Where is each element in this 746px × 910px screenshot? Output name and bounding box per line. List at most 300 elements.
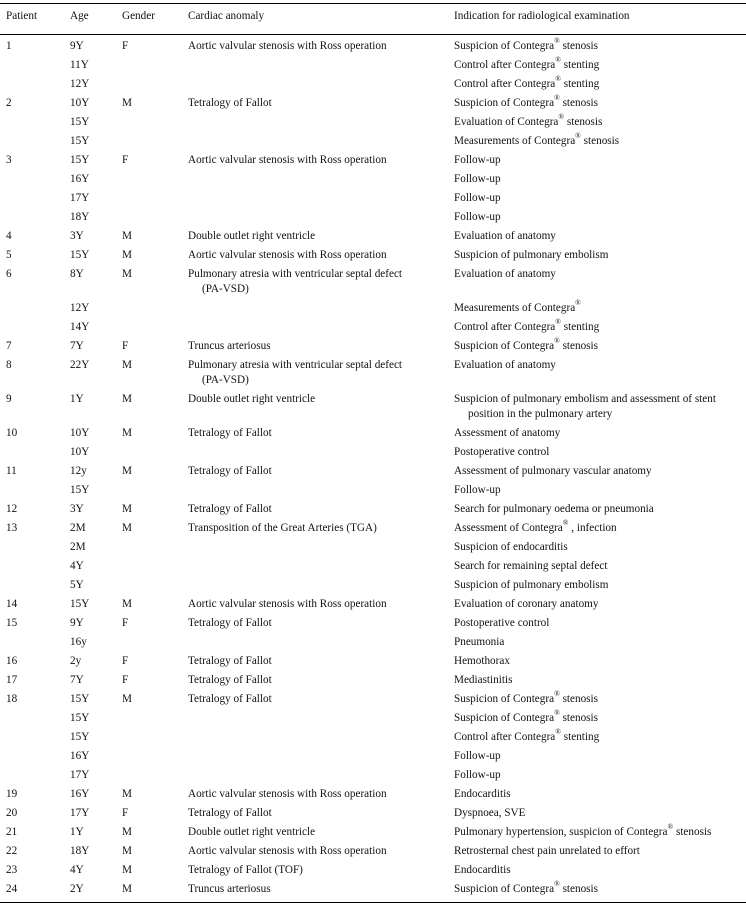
cell-gender: M: [122, 359, 132, 371]
anomaly-text: Tetralogy of Fallot: [188, 503, 272, 515]
indication-text: Search for pulmonary oedema or pneumonia: [454, 503, 654, 515]
cell-gender: M: [122, 249, 132, 261]
indication-text: Postoperative control: [454, 617, 550, 629]
registered-mark: ®: [558, 112, 565, 122]
cell-gender: [122, 709, 188, 728]
cell-age: 14Y: [70, 321, 90, 333]
registered-mark: ®: [555, 55, 561, 65]
table-row: [0, 595, 746, 614]
cell-cardiac-anomaly: [188, 246, 454, 265]
cell-gender: [122, 75, 188, 94]
cell-age: 4Y: [70, 560, 84, 572]
table-row: [0, 842, 746, 861]
cell-gender: [122, 170, 188, 189]
cell-cardiac-anomaly: [188, 766, 454, 785]
cell-cardiac-anomaly: [188, 652, 454, 671]
cell-gender: F: [122, 807, 129, 819]
cell-patient: 12: [6, 503, 18, 515]
anomaly-text: Truncus arteriosus: [188, 883, 271, 895]
cell-gender: [122, 576, 188, 595]
cell-cardiac-anomaly: [188, 690, 454, 709]
header-age: Age: [70, 10, 89, 22]
cell-indication: [454, 318, 746, 337]
cell-age: 1Y: [70, 393, 84, 405]
cell-patient: 22: [6, 845, 18, 857]
anomaly-text: Tetralogy of Fallot: [188, 655, 272, 667]
table-row: [0, 443, 746, 462]
cell-indication: [454, 113, 746, 132]
cell-patient: [0, 56, 70, 75]
indication-text: Control after Contegra: [454, 78, 556, 90]
anomaly-text: Double outlet right ventricle: [188, 393, 316, 405]
top-rule: [0, 3, 746, 4]
indication-text: Suspicion of Contegra: [454, 340, 555, 352]
cell-patient: [0, 747, 70, 766]
cell-indication: [454, 246, 746, 265]
cell-patient: [0, 443, 70, 462]
cell-age: 9Y: [70, 40, 84, 52]
cell-gender: [122, 747, 188, 766]
indication-text: Retrosternal chest pain unrelated to effort: [454, 845, 640, 857]
cell-age: 18Y: [70, 211, 90, 223]
table-row: [0, 519, 746, 538]
header-patient: Patient: [6, 10, 38, 22]
cell-cardiac-anomaly: [188, 595, 454, 614]
anomaly-text: Tetralogy of Fallot: [188, 465, 272, 477]
table-row: [0, 189, 746, 208]
cell-indication: [454, 842, 746, 861]
table-row: [0, 747, 746, 766]
cell-cardiac-anomaly: [188, 462, 454, 481]
table-body: [0, 37, 746, 899]
cell-indication: [454, 804, 746, 823]
cell-age: 2M: [70, 541, 86, 553]
cell-patient: [0, 557, 70, 576]
header-indication: Indication for radiological examination: [454, 10, 630, 22]
cell-cardiac-anomaly: [188, 500, 454, 519]
cell-patient: [0, 766, 70, 785]
cell-gender: M: [122, 598, 132, 610]
cell-patient: [0, 113, 70, 132]
cell-age: 3Y: [70, 230, 84, 242]
cell-cardiac-anomaly: [188, 519, 454, 538]
indication-text: Suspicion of pulmonary embolism: [454, 579, 609, 591]
cell-gender: M: [122, 503, 132, 515]
cell-gender: [122, 56, 188, 75]
cell-indication: [454, 690, 746, 709]
cell-age: 16Y: [70, 173, 90, 185]
indication-text: Suspicion of Contegra: [454, 883, 555, 895]
cell-gender: [122, 318, 188, 337]
cell-indication: [454, 538, 746, 557]
cell-gender: M: [122, 693, 132, 705]
cell-patient: 16: [6, 655, 18, 667]
cell-gender: F: [122, 340, 129, 352]
cell-patient: 21: [6, 826, 18, 838]
table-row: [0, 299, 746, 318]
registered-mark: ®: [554, 336, 560, 346]
registered-mark: ®: [555, 727, 561, 737]
cell-patient: 23: [6, 864, 18, 876]
cell-cardiac-anomaly: [188, 861, 454, 880]
table-row: [0, 481, 746, 500]
indication-text: Follow-up: [454, 173, 501, 185]
cell-age: 17Y: [70, 807, 90, 819]
cell-patient: [0, 299, 70, 318]
table-row: [0, 113, 746, 132]
indication-text: Suspicion of endocarditis: [454, 541, 568, 553]
cell-gender: [122, 766, 188, 785]
cell-age: 15Y: [70, 116, 90, 128]
indication-text-suffix: stenosis: [559, 712, 598, 724]
cell-gender: M: [122, 883, 132, 895]
cell-age: 17Y: [70, 769, 90, 781]
cell-cardiac-anomaly: [188, 113, 454, 132]
registered-mark: ®: [555, 74, 561, 84]
cell-age: 7Y: [70, 674, 84, 686]
bottom-rule: [0, 902, 746, 903]
anomaly-text: Pulmonary atresia with ventricular septal defect: [188, 268, 403, 280]
anomaly-text: Tetralogy of Fallot: [188, 427, 272, 439]
cell-patient: 5: [6, 249, 12, 261]
cell-gender: [122, 557, 188, 576]
cell-patient: 17: [6, 674, 18, 686]
indication-text: Assessment of Contegra: [454, 522, 563, 534]
cell-indication: [454, 37, 746, 56]
cell-gender: M: [122, 788, 132, 800]
cell-age: 4Y: [70, 864, 84, 876]
table-row: [0, 785, 746, 804]
table-row: [0, 132, 746, 151]
cell-gender: M: [122, 230, 132, 242]
indication-text: Endocarditis: [454, 788, 511, 800]
cell-indication: [454, 709, 746, 728]
cell-cardiac-anomaly: [188, 880, 454, 899]
cell-age: 12Y: [70, 78, 90, 90]
cell-age: 2y: [70, 655, 82, 667]
anomaly-text: Tetralogy of Fallot: [188, 617, 272, 629]
cell-patient: 11: [6, 465, 17, 477]
indication-text: Endocarditis: [454, 864, 511, 876]
cell-age: 15Y: [70, 598, 90, 610]
table-row: [0, 861, 746, 880]
table-row: [0, 56, 746, 75]
cell-cardiac-anomaly: [188, 75, 454, 94]
cell-indication: [454, 880, 746, 899]
cell-age: 15Y: [70, 249, 90, 261]
cell-cardiac-anomaly: [188, 424, 454, 443]
table-row: [0, 151, 746, 170]
registered-mark: ®: [562, 518, 569, 528]
cell-indication: [454, 747, 746, 766]
cell-cardiac-anomaly: [188, 671, 454, 690]
cell-gender: [122, 113, 188, 132]
cell-gender: [122, 481, 188, 500]
cell-cardiac-anomaly: [188, 208, 454, 227]
indication-text: Evaluation of Contegra: [454, 116, 559, 128]
table-row: [0, 500, 746, 519]
cell-cardiac-anomaly: [188, 189, 454, 208]
cell-age: 16y: [70, 636, 87, 648]
cell-patient: [0, 481, 70, 500]
table-row: [0, 390, 746, 424]
indication-text-suffix: , infection: [568, 522, 617, 534]
cell-indication: [454, 390, 746, 424]
cell-age: 2M: [70, 522, 86, 534]
cell-patient: [0, 633, 70, 652]
registered-mark: ®: [575, 131, 581, 141]
registered-mark: ®: [554, 879, 560, 889]
cell-indication: [454, 595, 746, 614]
indication-text: Suspicion of pulmonary embolism and assessment of stent: [454, 393, 716, 405]
cell-patient: [0, 728, 70, 747]
anomaly-text-continued: (PA-VSD): [202, 283, 249, 295]
cell-age: 8Y: [70, 268, 84, 280]
cell-patient: [0, 189, 70, 208]
cell-patient: [0, 538, 70, 557]
anomaly-text: Aortic valvular stenosis with Ross operation: [188, 845, 387, 857]
anomaly-text: Tetralogy of Fallot: [188, 807, 272, 819]
cell-indication: [454, 424, 746, 443]
cell-age: 11Y: [70, 59, 89, 71]
indication-text: Suspicion of Contegra: [454, 712, 555, 724]
indication-text: Pneumonia: [454, 636, 505, 648]
cell-patient: 14: [6, 598, 18, 610]
indication-text-suffix: stenting: [560, 731, 600, 743]
cell-cardiac-anomaly: [188, 227, 454, 246]
indication-text: Mediastinitis: [454, 674, 513, 686]
cell-patient: [0, 132, 70, 151]
indication-text: Follow-up: [454, 769, 501, 781]
indication-text: Follow-up: [454, 211, 501, 223]
indication-text-suffix: stenosis: [580, 135, 620, 147]
anomaly-text: Truncus arteriosus: [188, 340, 271, 352]
cell-cardiac-anomaly: [188, 37, 454, 56]
cell-cardiac-anomaly: [188, 614, 454, 633]
cell-cardiac-anomaly: [188, 170, 454, 189]
cell-indication: [454, 151, 746, 170]
cell-cardiac-anomaly: [188, 823, 454, 842]
indication-text: Evaluation of coronary anatomy: [454, 598, 599, 610]
cell-patient: [0, 208, 70, 227]
cell-patient: 20: [6, 807, 18, 819]
cell-age: 12Y: [70, 302, 90, 314]
cell-indication: [454, 462, 746, 481]
cell-cardiac-anomaly: [188, 481, 454, 500]
cell-gender: [122, 132, 188, 151]
cell-patient: 10: [6, 427, 18, 439]
cell-gender: [122, 538, 188, 557]
registered-mark: ®: [554, 93, 560, 103]
cell-patient: [0, 318, 70, 337]
cell-cardiac-anomaly: [188, 633, 454, 652]
cell-indication: [454, 500, 746, 519]
indication-text-suffix: stenting: [560, 59, 600, 71]
indication-text: Dyspnoea, SVE: [454, 807, 526, 819]
table-row: [0, 227, 746, 246]
cell-indication: [454, 519, 746, 538]
anomaly-text: Double outlet right ventricle: [188, 826, 316, 838]
cell-indication: [454, 766, 746, 785]
cell-cardiac-anomaly: [188, 842, 454, 861]
cell-gender: M: [122, 864, 132, 876]
table-row: [0, 671, 746, 690]
cell-gender: F: [122, 617, 129, 629]
cell-indication: [454, 785, 746, 804]
cell-cardiac-anomaly: [188, 443, 454, 462]
cell-age: 9Y: [70, 617, 84, 629]
indication-text: Control after Contegra: [454, 321, 556, 333]
cell-gender: M: [122, 393, 132, 405]
table-row: [0, 208, 746, 227]
cell-indication: [454, 56, 746, 75]
cell-patient: [0, 170, 70, 189]
table-row: [0, 75, 746, 94]
cell-indication: [454, 299, 746, 318]
cell-indication: [454, 132, 746, 151]
anomaly-text: Tetralogy of Fallot: [188, 693, 272, 705]
registered-mark: ®: [554, 689, 560, 699]
table-row: [0, 709, 746, 728]
indication-text-continued: position in the pulmonary artery: [468, 408, 613, 420]
table-row: [0, 356, 746, 390]
cell-cardiac-anomaly: [188, 299, 454, 318]
cell-age: 15Y: [70, 135, 90, 147]
cell-indication: [454, 861, 746, 880]
cell-gender: M: [122, 845, 132, 857]
indication-text: Measurements of Contegra: [454, 135, 576, 147]
anomaly-text: Transposition of the Great Arteries (TGA): [188, 522, 377, 534]
cell-patient: 13: [6, 522, 18, 534]
table-row: [0, 424, 746, 443]
cell-gender: F: [122, 40, 129, 52]
cell-indication: [454, 557, 746, 576]
cell-indication: [454, 356, 746, 390]
indication-text: Control after Contegra: [454, 59, 556, 71]
indication-text-suffix: stenosis: [559, 883, 598, 895]
indication-text: Assessment of anatomy: [454, 427, 561, 439]
cell-cardiac-anomaly: [188, 56, 454, 75]
indication-text-suffix: stenosis: [559, 40, 598, 52]
registered-mark: ®: [575, 298, 581, 308]
indication-text: Evaluation of anatomy: [454, 268, 556, 280]
cell-age: 3Y: [70, 503, 84, 515]
cell-cardiac-anomaly: [188, 538, 454, 557]
indication-text-suffix: stenosis: [564, 116, 603, 128]
cell-indication: [454, 75, 746, 94]
cell-gender: M: [122, 427, 132, 439]
table-row: [0, 633, 746, 652]
table-row: [0, 614, 746, 633]
table-row: [0, 538, 746, 557]
registered-mark: ®: [555, 317, 561, 327]
cell-indication: [454, 189, 746, 208]
indication-text: Suspicion of Contegra: [454, 40, 555, 52]
cell-cardiac-anomaly: [188, 94, 454, 113]
cell-patient: [0, 576, 70, 595]
cell-patient: 9: [6, 393, 12, 405]
cell-patient: 8: [6, 359, 12, 371]
cell-age: 15Y: [70, 731, 90, 743]
patient-table: [0, 9, 746, 899]
cell-cardiac-anomaly: [188, 390, 454, 424]
cell-indication: [454, 337, 746, 356]
indication-text: Follow-up: [454, 192, 501, 204]
cell-gender: F: [122, 154, 129, 166]
cell-indication: [454, 823, 746, 842]
indication-text: Evaluation of anatomy: [454, 230, 556, 242]
cell-age: 17Y: [70, 192, 90, 204]
anomaly-text: Tetralogy of Fallot: [188, 97, 272, 109]
indication-text: Suspicion of pulmonary embolism: [454, 249, 609, 261]
cell-indication: [454, 94, 746, 113]
table-row: [0, 265, 746, 299]
cell-age: 15Y: [70, 712, 90, 724]
cell-gender: M: [122, 522, 132, 534]
cell-gender: [122, 443, 188, 462]
cell-patient: 2: [6, 97, 12, 109]
table-row: [0, 557, 746, 576]
anomaly-text: Tetralogy of Fallot: [188, 674, 272, 686]
cell-indication: [454, 652, 746, 671]
cell-indication: [454, 227, 746, 246]
anomaly-text: Aortic valvular stenosis with Ross operation: [188, 598, 387, 610]
anomaly-text: Aortic valvular stenosis with Ross operation: [188, 40, 387, 52]
cell-age: 16Y: [70, 750, 90, 762]
cell-indication: [454, 728, 746, 747]
cell-gender: M: [122, 97, 132, 109]
cell-indication: [454, 576, 746, 595]
indication-text-suffix: stenosis: [559, 97, 598, 109]
cell-age: 2Y: [70, 883, 84, 895]
cell-gender: M: [122, 826, 132, 838]
cell-patient: 18: [6, 693, 18, 705]
table-row: [0, 94, 746, 113]
anomaly-text: Aortic valvular stenosis with Ross operation: [188, 249, 387, 261]
cell-gender: M: [122, 465, 132, 477]
header-cardiac-anomaly: Cardiac anomaly: [188, 10, 265, 22]
anomaly-text: Double outlet right ventricle: [188, 230, 316, 242]
anomaly-text: Pulmonary atresia with ventricular septal defect: [188, 359, 403, 371]
cell-cardiac-anomaly: [188, 265, 454, 299]
cell-age: 1Y: [70, 826, 84, 838]
table-row: [0, 576, 746, 595]
cell-indication: [454, 671, 746, 690]
anomaly-text: Tetralogy of Fallot (TOF): [188, 864, 303, 876]
cell-patient: 19: [6, 788, 18, 800]
cell-age: 10Y: [70, 427, 90, 439]
table-row: [0, 880, 746, 899]
table-row: [0, 652, 746, 671]
registered-mark: ®: [554, 708, 560, 718]
cell-cardiac-anomaly: [188, 785, 454, 804]
table-row: [0, 318, 746, 337]
indication-text: Postoperative control: [454, 446, 550, 458]
cell-gender: [122, 189, 188, 208]
cell-gender: [122, 299, 188, 318]
cell-cardiac-anomaly: [188, 132, 454, 151]
indication-text: Suspicion of Contegra: [454, 97, 555, 109]
cell-gender: [122, 633, 188, 652]
cell-indication: [454, 443, 746, 462]
indication-text: Assessment of pulmonary vascular anatomy: [454, 465, 652, 477]
indication-text: Follow-up: [454, 750, 501, 762]
cell-patient: 7: [6, 340, 12, 352]
cell-age: 16Y: [70, 788, 90, 800]
cell-indication: [454, 170, 746, 189]
cell-age: 12y: [70, 465, 87, 477]
table-row: [0, 766, 746, 785]
